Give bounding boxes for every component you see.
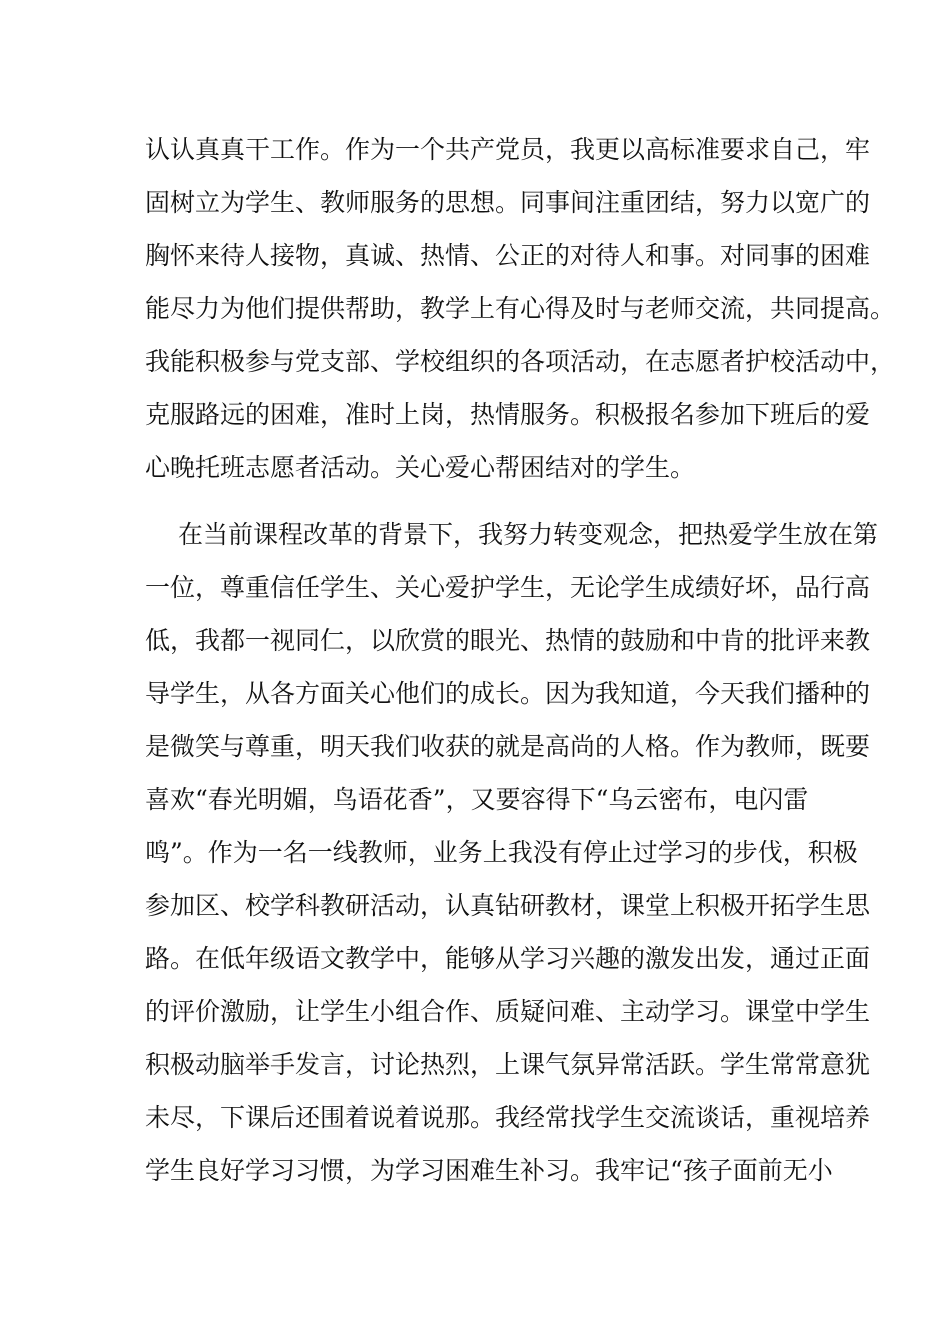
text-line: 的评价激励，让学生小组合作、质疑问难、主动学习。课堂中学生 — [145, 997, 871, 1026]
text-line: 喜欢“春光明媚，鸟语花香”，又要容得下“乌云密布，电闪雷 — [145, 785, 809, 814]
text-line: 固树立为学生、教师服务的思想。同事间注重团结，努力以宽广的 — [145, 188, 871, 217]
text-line: 学生良好学习习惯，为学习困难生补习。我牢记“孩子面前无小 — [145, 1156, 833, 1185]
text-line: 参加区、校学科教研活动，认真钻研教材，课堂上积极开拓学生思 — [145, 891, 871, 920]
text-line: 低，我都一视同仁，以欣赏的眼光、热情的鼓励和中肯的批评来教 — [145, 626, 871, 655]
text-line: 鸣”。作为一名一线教师，业务上我没有停止过学习的步伐，积极 — [145, 838, 858, 867]
text-line: 路。在低年级语文教学中，能够从学习兴趣的激发出发，通过正面 — [145, 944, 871, 973]
text-line: 认认真真干工作。作为一个共产党员，我更以高标准要求自己，牢 — [145, 135, 871, 164]
text-line: 未尽，下课后还围着说着说那。我经常找学生交流谈话，重视培养 — [145, 1103, 871, 1132]
text-line: 克服路远的困难，准时上岗，热情服务。积极报名参加下班后的爱 — [145, 400, 871, 429]
text-line: 心晚托班志愿者活动。关心爱心帮困结对的学生。 — [145, 453, 696, 482]
text-line: 一位，尊重信任学生、关心爱护学生，无论学生成绩好坏，品行高 — [145, 573, 871, 602]
text-line: 在当前课程改革的背景下，我努力转变观念，把热爱学生放在第 — [178, 520, 879, 549]
text-line: 我能积极参与党支部、学校组织的各项活动，在志愿者护校活动中， — [145, 347, 896, 376]
text-line: 是微笑与尊重，明天我们收获的就是高尚的人格。作为教师，既要 — [145, 732, 871, 761]
text-line: 导学生，从各方面关心他们的成长。因为我知道，今天我们播种的 — [145, 679, 871, 708]
text-line: 能尽力为他们提供帮助，教学上有心得及时与老师交流，共同提高。 — [145, 294, 896, 323]
text-line: 胸怀来待人接物，真诚、热情、公正的对待人和事。对同事的困难 — [145, 241, 871, 270]
text-line: 积极动脑举手发言，讨论热烈，上课气氛异常活跃。学生常常意犹 — [145, 1050, 871, 1079]
